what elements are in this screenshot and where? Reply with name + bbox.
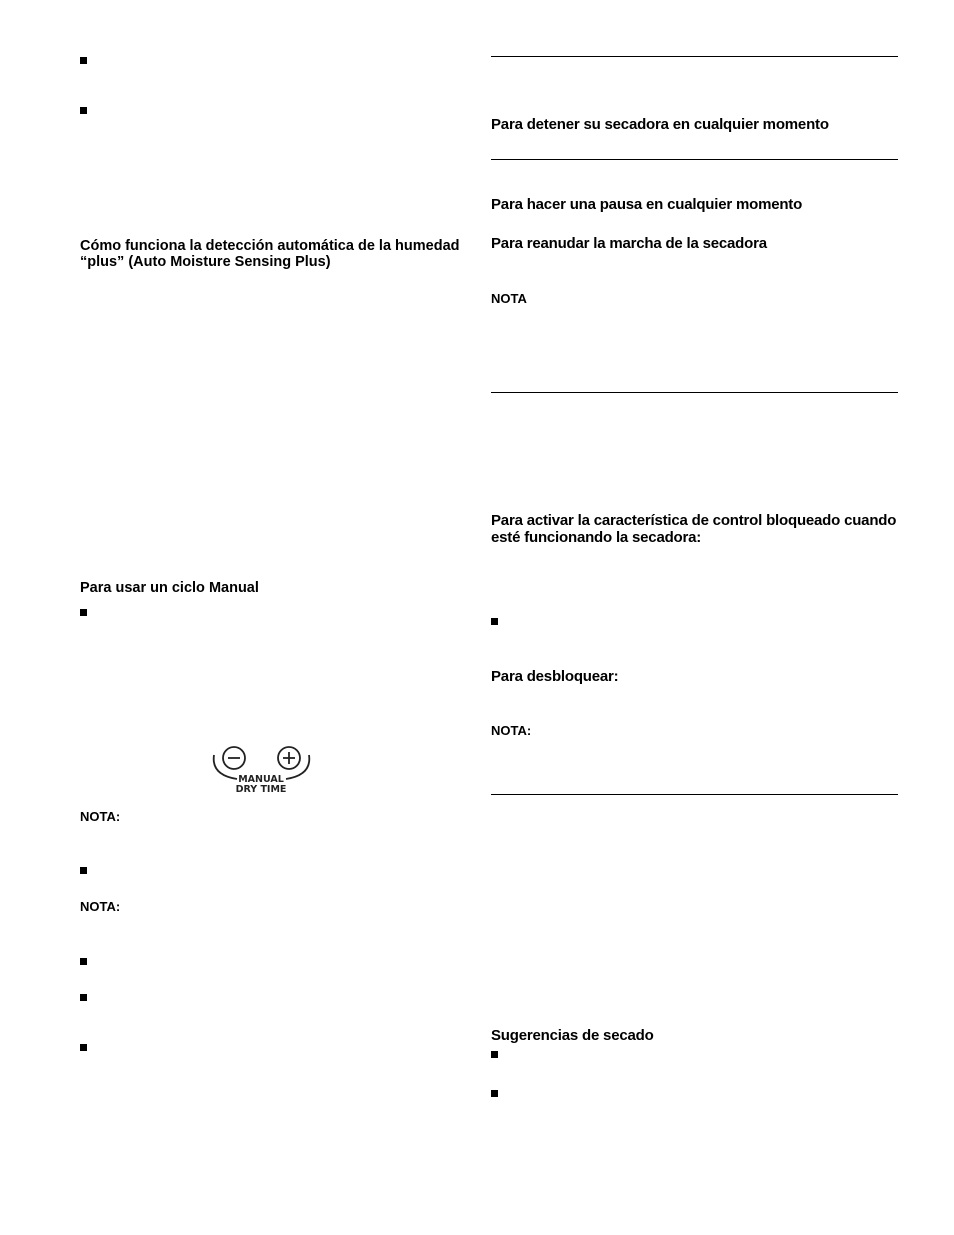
bullet-marker: [80, 609, 87, 616]
section-divider: [491, 159, 898, 160]
note-label: NOTA:: [80, 809, 121, 824]
bullet-marker: [491, 1090, 498, 1097]
bullet-marker: [80, 57, 87, 64]
bullet-marker: [491, 1051, 498, 1058]
manual-cycle-heading: Para usar un ciclo Manual: [80, 580, 259, 596]
drying-tips-heading: Sugerencias de secado: [491, 1027, 654, 1044]
unlock-heading: Para desbloquear:: [491, 668, 619, 685]
stop-dryer-heading: Para detener su secadora en cualquier momento: [491, 116, 829, 133]
resume-heading: Para reanudar la marcha de la secadora: [491, 235, 767, 252]
section-divider: [491, 56, 898, 57]
dry-time-label: DRY TIME: [235, 784, 287, 795]
note-label: NOTA: [491, 291, 527, 306]
control-lock-heading: Para activar la característica de control bloqueado cuando esté funcionando la secadora:: [491, 512, 897, 546]
bullet-marker: [80, 958, 87, 965]
section-divider: [491, 392, 898, 393]
manual-dry-time-control: [205, 742, 315, 798]
note-label: NOTA:: [80, 899, 121, 914]
note-label: NOTA:: [491, 723, 532, 738]
minus-circle-icon[interactable]: [223, 747, 245, 769]
bullet-marker: [80, 867, 87, 874]
section-divider: [491, 794, 898, 795]
bullet-marker: [80, 107, 87, 114]
bullet-marker: [491, 618, 498, 625]
bullet-marker: [80, 994, 87, 1001]
plus-circle-icon[interactable]: [278, 747, 300, 769]
manual-label: MANUAL: [238, 774, 284, 785]
bullet-marker: [80, 1044, 87, 1051]
pause-heading: Para hacer una pausa en cualquier momento: [491, 196, 803, 213]
auto-moisture-heading: Cómo funciona la detección automática de la humedad “plus” (Auto Moisture Sensing Plus): [80, 238, 460, 270]
